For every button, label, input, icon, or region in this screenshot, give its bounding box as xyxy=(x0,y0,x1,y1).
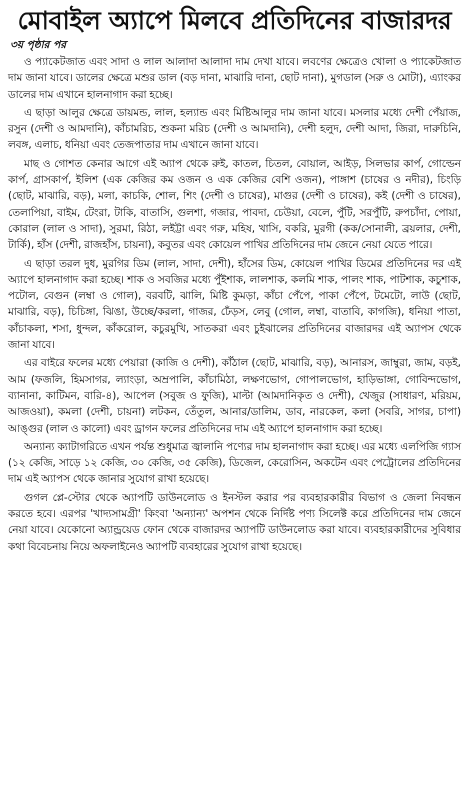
paragraph-fruits: এর বাইরে ফলের মধ্যে পেয়ারা (কাজি ও দেশী), কাঁঠাল (ছোট, মাঝারি, বড়), আনারস, জাম্বুরা, জাম, বড়ই, আম (ফজলি, হিমসাগর, ল্যাংড়া, অম্রপালি, কাঁচামিঠা, লক্ষণভোগ, গোপালভোগ, হাড়িভাঙ্গা, গোবিন্দভোগ, ব্যানানা, কাটিমন, বারি-৪), আপেল (সবুজ ও ফুজি), মাল্টা (আমদানিকৃত ও দেশী), খেজুর (সাধারণ, মরিয়ম, আজওয়া), কমলা (দেশী, চায়না) লটকন, তেঁতুল, আনার/ডালিম, ডাব, নারকেল, কলা (সবরি, সাগর, চাপা) আঙ্গুর (লাল ও কালো) এবং ড্রাগন ফলের প্রতিদিনের দাম এই অ্যাপে হালনাগাদ করা হচ্ছে। xyxy=(8,357,461,435)
continued-from-note: ৩য় পৃষ্ঠার পর xyxy=(10,39,67,51)
paragraph-potato-spices: এ ছাড়া আলুর ক্ষেত্রে ডায়মন্ড, লাল, হল্যান্ড এবং মিষ্টিআলুর দাম জানা যাবে। মসলার মধ্যে দেশী পেঁয়াজ, রসুন (দেশী ও আমদানি), কাঁচামরিচ, শুকনা মরিচ (দেশী ও আমদানি), দেশী হলুদ, দেশী আদা, জিরা, দারুচিনি, লবঙ্গ, এলাচ, ধনিয়া এবং তেজপাতার দাম এখানে জানা যাবে। xyxy=(8,106,461,152)
paragraph-fish-meat: মাছ ও গোশত কেনার আগে এই অ্যাপ থেকে রুই, কাতল, চিতল, বোয়াল, আইড়, সিলভার কার্প, গোল্ডেন কার্প, গ্রাসকার্প, ইলিশ (এক কেজির কম ওজন ও এক কেজির বেশি ওজন), পাঙ্গাশ (চাষের ও নদীর), চিংড়ি (ছোট, মাঝারি, বড়), মলা, কাচকি, শোল, শিং (দেশী ও চাষের), মাগুর (দেশী ও চাষের), কই (দেশী ও চাষের), তেলাপিয়া, বাইম, টেংরা, টাকি, বাতাসি, গুলশা, গজার, পাবদা, চেউয়া, বেলে, পুঁটি, সরপুঁটি, রুপচাঁদা, পোয়া, কোরাল (লাল ও সাদা), সুরমা, রিঠা, লইট্টা এবং গরু, মহিষ, খাসি, বকরি, মুরগী (কক/সোনালী, ব্রয়লার, দেশী, টার্কি), হাঁস (দেশী, রাজহাঁস, চায়না), কবুতর এবং কোয়েল পাখির প্রতিদিনের দাম জেনে নেয়া যেতে পারে। xyxy=(8,157,461,252)
article-headline: মোবাইল অ্যাপে মিলবে প্রতিদিনের বাজারদর xyxy=(17,6,452,35)
paragraph-milk-eggs-vegetables: এ ছাড়া তরল দুধ, মুরগির ডিম (লাল, সাদা, দেশী), হাঁসের ডিম, কোয়েল পাখির ডিমের প্রতিদিনের দর এই অ্যাপে হালনাগাদ করা হচ্ছে। শাক ও সবজির মধ্যে পুঁইশাক, লালশাক, কলমি শাক, পালং শাক, পাটশাক, কচুশাক, পটোল, বেগুন (লম্বা ও গোল), বরবটি, ঝালি, মিষ্টি কুমড়া, কাঁচা পেঁপে, পাকা পেঁপে, টমেটো, লাউ (ছোট, মাঝারি, বড়), চিচিঙ্গা, ঝিঙা, উচ্ছে/করলা, গাজর, ঢেঁড়স, লেবু (গোল, লম্বা, বাতাবি, কাগজি), ধনিয়া পাতা, কাঁচাকলা, শসা, ধুন্দল, কাঁকরোল, কচুরমুখি, সাতকরা এবং চুইঝালের প্রতিদিনের বাজারদর এই অ্যাপস থেকে জানা যাবে। xyxy=(8,257,461,352)
paragraph-app-usage: গুগল প্লে-স্টোর থেকে অ্যাপটি ডাউনলোড ও ইনস্টল করার পর ব্যবহারকারীর বিভাগ ও জেলা নিবন্ধন করতে হবে। এরপর 'খাদ্যসামগ্রী' কিংবা 'অন্যান্য' অপশন থেকে নির্দিষ্ট পণ্য সিলেক্ট করে প্রতিদিনের দাম জেনে নেয়া যাবে। যেকোনো অ্যান্ড্রয়েড ফোন থেকে বাজারদর অ্যাপটি ডাউনলোড করা যাবে। ব্যবহারকারীদের সুবিধার কথা বিবেচনায় নিয়ে অফলাইনেও অ্যাপটি ব্যবহারের সুযোগ রাখা হয়েছে। xyxy=(8,491,461,553)
paragraph-packaging-pulses: ও প্যাকেটজাত এবং সাদা ও লাল আলাদা আলাদা দাম দেখা যাবে। লবণের ক্ষেত্রেও খোলা ও প্যাকেটজাত দাম জানা যাবে। ডালের ক্ষেত্রে মশুর ডাল (বড় দানা, মাঝারি দানা, ছোট দানা), মুগডাল (সরু ও মোটা), এ্যাংকর ডালের দাম এখানে হালনাগাদ করা হচ্ছে। xyxy=(8,56,461,101)
paragraph-fuel: অন্যান্য ক্যাটাগরিতে এখন পর্যন্ত শুধুমাত্র জ্বালানি পণ্যের দাম হালনাগাদ করা হচ্ছে। এর মধ্যে এলপিজি গ্যাস (১২ কেজি, সাড়ে ১২ কেজি, ৩০ কেজি, ৩৫ কেজি), ডিজেল, কেরোসিন, অকটেন এবং পেট্রোলের প্রতিদিনের দাম এই অ্যাপস থেকে জানার সুযোগ রাখা হয়েছে। xyxy=(8,440,461,486)
